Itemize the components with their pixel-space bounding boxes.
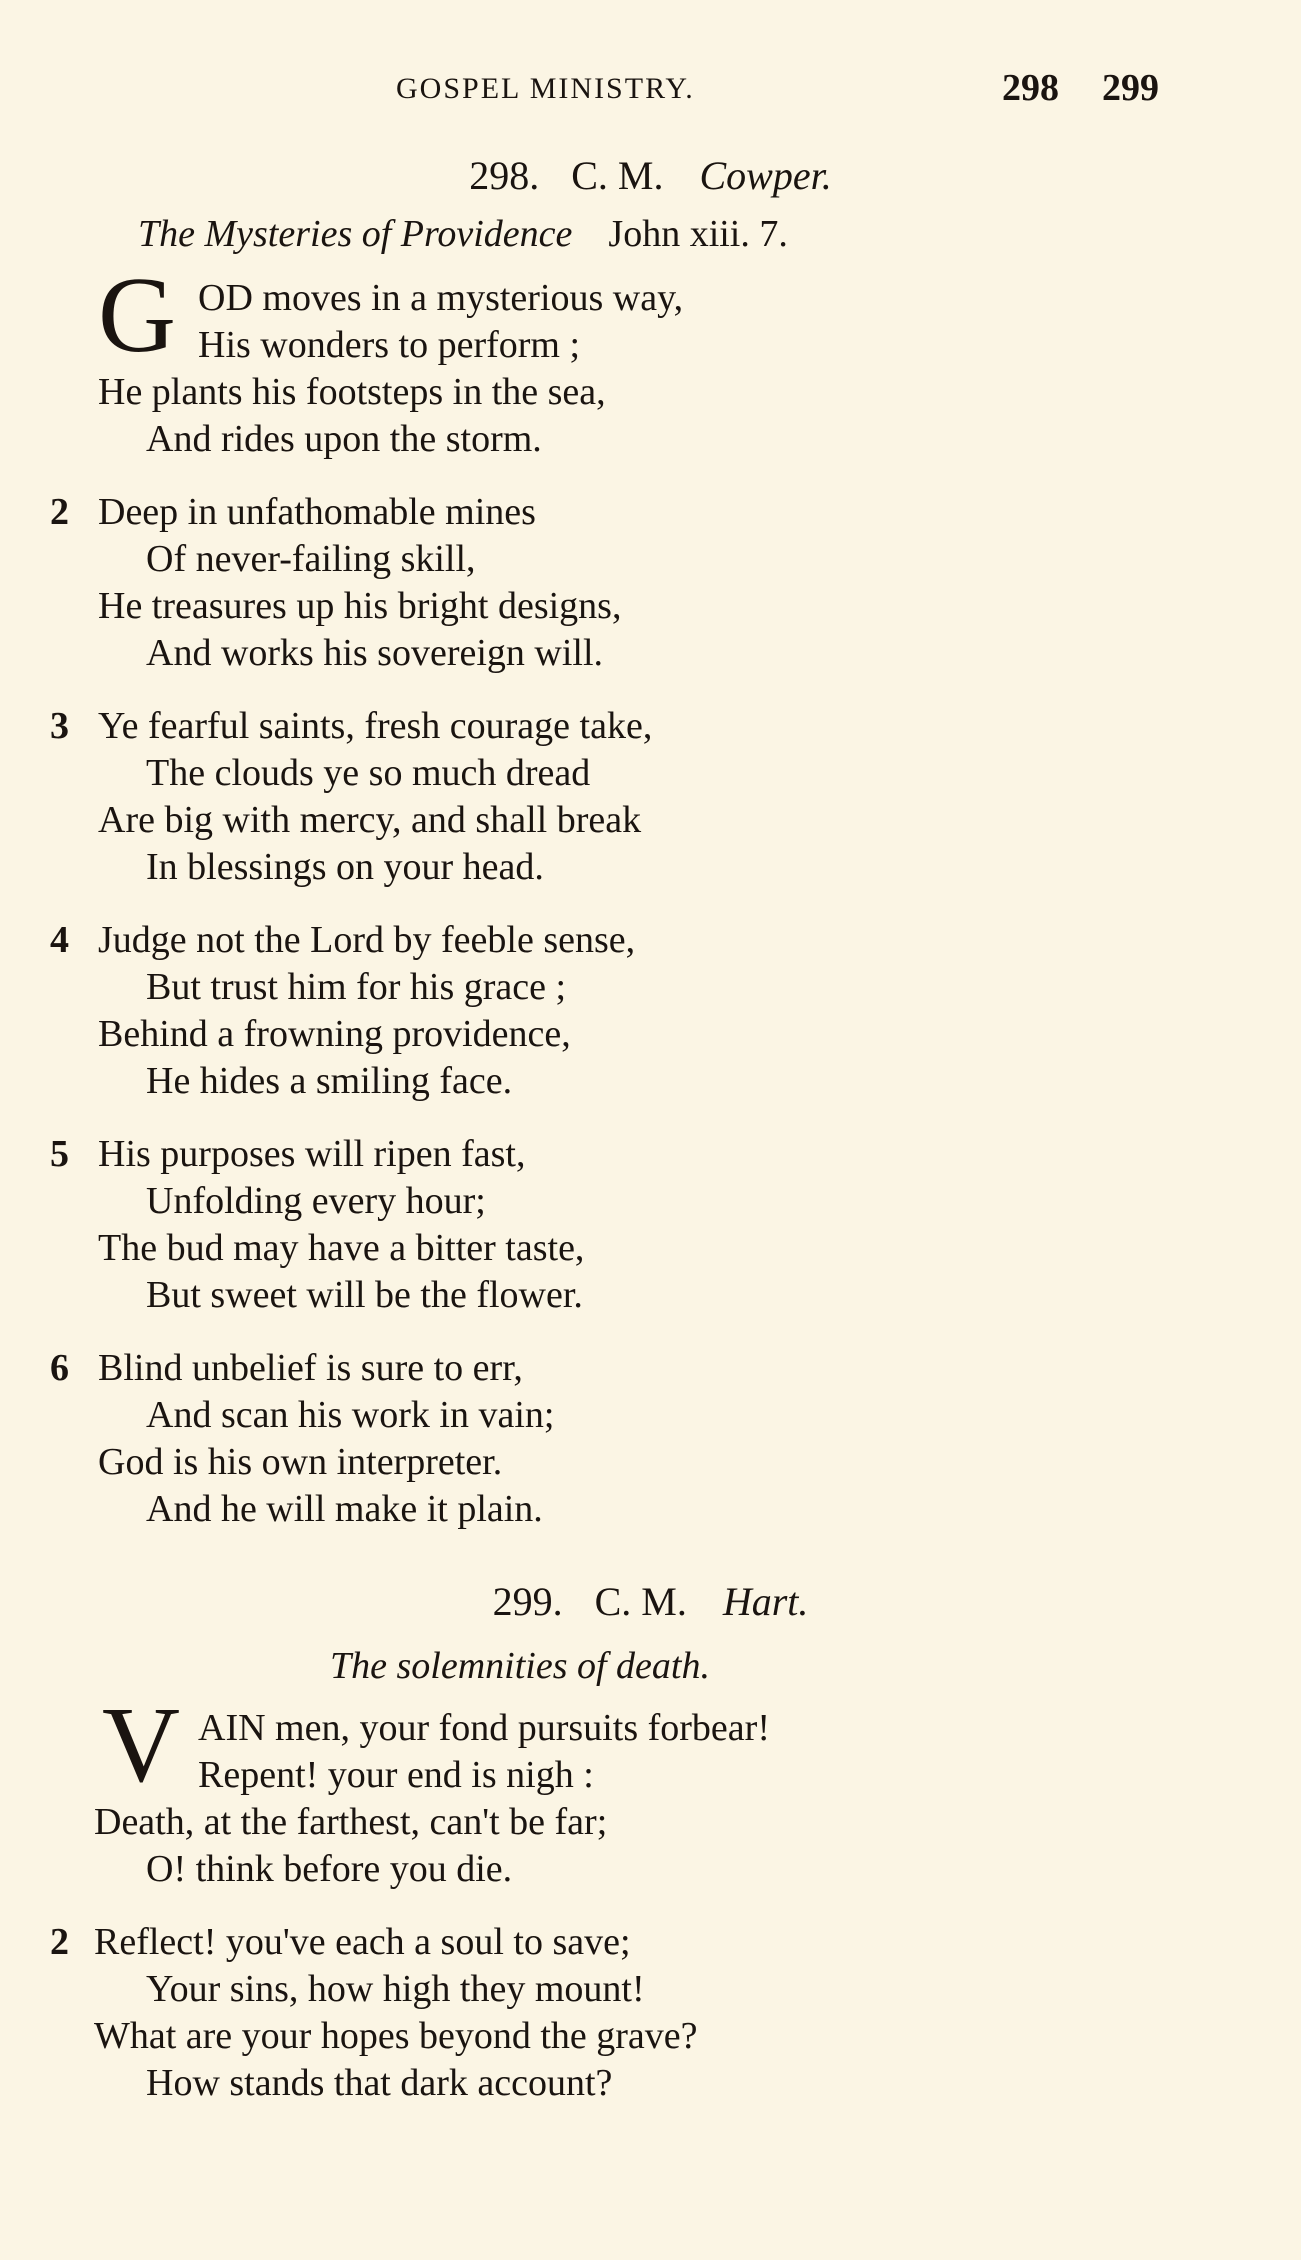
hymn-meter: C. M. xyxy=(571,153,664,198)
verse-line: He plants his footsteps in the sea, xyxy=(98,371,606,413)
hymn-number: 298. xyxy=(469,153,540,198)
verse-line: And he will make it plain. xyxy=(146,1488,543,1530)
verse-line: And rides upon the storm. xyxy=(146,418,542,460)
page-number: 298 xyxy=(1002,67,1059,109)
verse-line: And works his sovereign will. xyxy=(146,632,604,674)
verse-line: Repent! your end is nigh : xyxy=(198,1754,594,1796)
page-number-overwrite: 299 xyxy=(1102,67,1159,109)
drop-cap: G xyxy=(98,256,176,375)
verse-line: But trust him for his grace ; xyxy=(146,966,567,1008)
hymn-meter: C. M. xyxy=(594,1579,687,1624)
verse-line: Behind a frowning providence, xyxy=(98,1013,571,1055)
verse-line: OD moves in a mysterious way, xyxy=(198,277,684,319)
running-head: GOSPEL MINISTRY. xyxy=(396,72,695,105)
verse-line: Reflect! you've each a soul to save; xyxy=(94,1921,631,1963)
stanza-number: 6 xyxy=(50,1347,69,1389)
subtitle-text: The solemnities of death. xyxy=(330,1645,710,1687)
verse-line: Of never-failing skill, xyxy=(146,538,476,580)
stanza-number: 3 xyxy=(50,705,69,747)
hymn-298-header xyxy=(0,152,1301,199)
verse-line: His wonders to perform ; xyxy=(198,324,581,366)
verse-line: Unfolding every hour; xyxy=(146,1180,486,1222)
hymn-299-header xyxy=(0,1578,1301,1625)
verse-line: The bud may have a bitter taste, xyxy=(98,1227,585,1269)
verse-line: Death, at the farthest, can't be far; xyxy=(94,1801,608,1843)
hymn-author: Hart. xyxy=(722,1579,809,1624)
hymn-298-subtitle xyxy=(138,212,788,256)
hymn-number: 299. xyxy=(492,1579,563,1624)
verse-line: Are big with mercy, and shall break xyxy=(98,799,642,841)
verse-line: And scan his work in vain; xyxy=(146,1394,555,1436)
verse-line: What are your hopes beyond the grave? xyxy=(94,2015,698,2057)
stanza-number: 2 xyxy=(50,1921,69,1963)
stanza-number: 5 xyxy=(50,1133,69,1175)
stanza-number: 2 xyxy=(50,491,69,533)
verse-line: His purposes will ripen fast, xyxy=(98,1133,526,1175)
verse-line: Deep in unfathomable mines xyxy=(98,491,536,533)
verse-line: In blessings on your head. xyxy=(146,846,544,888)
drop-cap: V xyxy=(102,1686,180,1805)
verse-line: Blind unbelief is sure to err, xyxy=(98,1347,523,1389)
verse-line: Your sins, how high they mount! xyxy=(146,1968,645,2010)
hymn-299-subtitle xyxy=(330,1644,710,1688)
verse-line: God is his own interpreter. xyxy=(98,1441,503,1483)
verse-line: He hides a smiling face. xyxy=(146,1060,513,1102)
stanza-number: 4 xyxy=(50,919,69,961)
verse-line: But sweet will be the flower. xyxy=(146,1274,583,1316)
hymn-author: Cowper. xyxy=(699,153,832,198)
verse-line: How stands that dark account? xyxy=(146,2062,613,2104)
verse-line: The clouds ye so much dread xyxy=(146,752,591,794)
scripture-reference: John xiii. 7. xyxy=(608,213,788,255)
verse-line: Judge not the Lord by feeble sense, xyxy=(98,919,636,961)
verse-line: O! think before you die. xyxy=(146,1848,513,1890)
subtitle-text: The Mysteries of Providence xyxy=(138,213,573,255)
verse-line: AIN men, your fond pursuits forbear! xyxy=(198,1707,770,1749)
verse-line: Ye fearful saints, fresh courage take, xyxy=(98,705,653,747)
verse-line: He treasures up his bright designs, xyxy=(98,585,622,627)
page-header xyxy=(0,66,1301,116)
